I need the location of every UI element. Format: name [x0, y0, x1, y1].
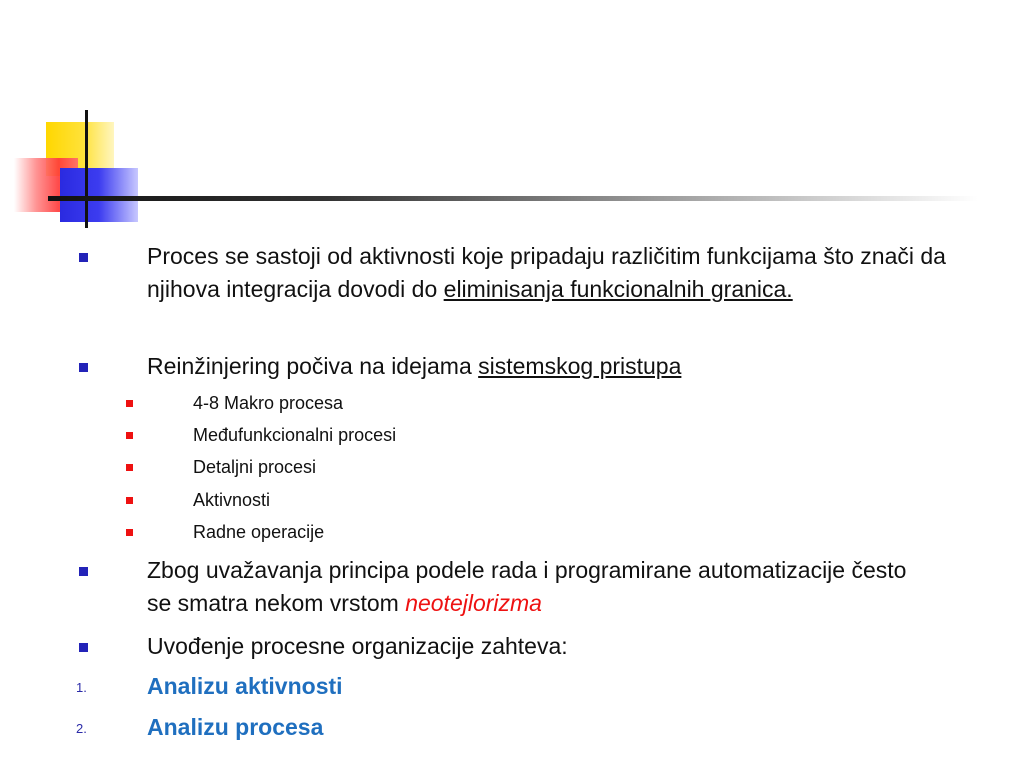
sub-bullet-text: Aktivnosti: [193, 490, 271, 510]
bullet-text-main: Zbog uvažavanja principa podele rada i programirane automatizacije često se smatra nekom vrstom: [147, 557, 907, 616]
bullet-text: Uvođenje procesne organizacije zahteva:: [147, 633, 568, 659]
sub-bullet-text: 4-8 Makro procesa: [193, 393, 344, 413]
bullet-text: [147, 350, 997, 383]
bullet-square-icon: [79, 643, 88, 652]
bullet-text-emphasis: neotejlorizma: [405, 590, 542, 616]
sub-bullet-square-icon: [126, 464, 133, 471]
bullet-text-main: Proces se sastoji od aktivnosti koje pripadaju različitim funkcijama što znači da njihova integracija dovodi do: [147, 243, 946, 302]
numbered-text: Analizu aktivnosti: [147, 673, 343, 699]
sub-bullet-text: Međufunkcionalni procesi: [193, 425, 397, 445]
bullet-text-main: Reinžinjering počiva na idejama: [147, 353, 479, 379]
sub-bullet-square-icon: [126, 400, 133, 407]
bullet-text-link[interactable]: sistemskog pristupa: [478, 353, 682, 379]
sub-bullet-square-icon: [126, 529, 133, 536]
sub-bullet-text: Detaljni procesi: [193, 457, 317, 477]
bullet-square-icon: [79, 253, 88, 262]
bullet-square-icon: [79, 567, 88, 576]
sub-bullet-square-icon: [126, 497, 133, 504]
sub-bullet-text: Radne operacije: [193, 522, 325, 542]
bullet-text-link[interactable]: eliminisanja funkcionalnih granica.: [443, 276, 793, 302]
sub-bullet-square-icon: [126, 432, 133, 439]
bullet-text: [147, 240, 987, 306]
bullet-text: [147, 554, 917, 620]
bullet-square-icon: [79, 363, 88, 372]
numbered-text: Analizu procesa: [147, 714, 324, 740]
list-number: 1.: [76, 680, 87, 695]
list-number: 2.: [76, 721, 87, 736]
